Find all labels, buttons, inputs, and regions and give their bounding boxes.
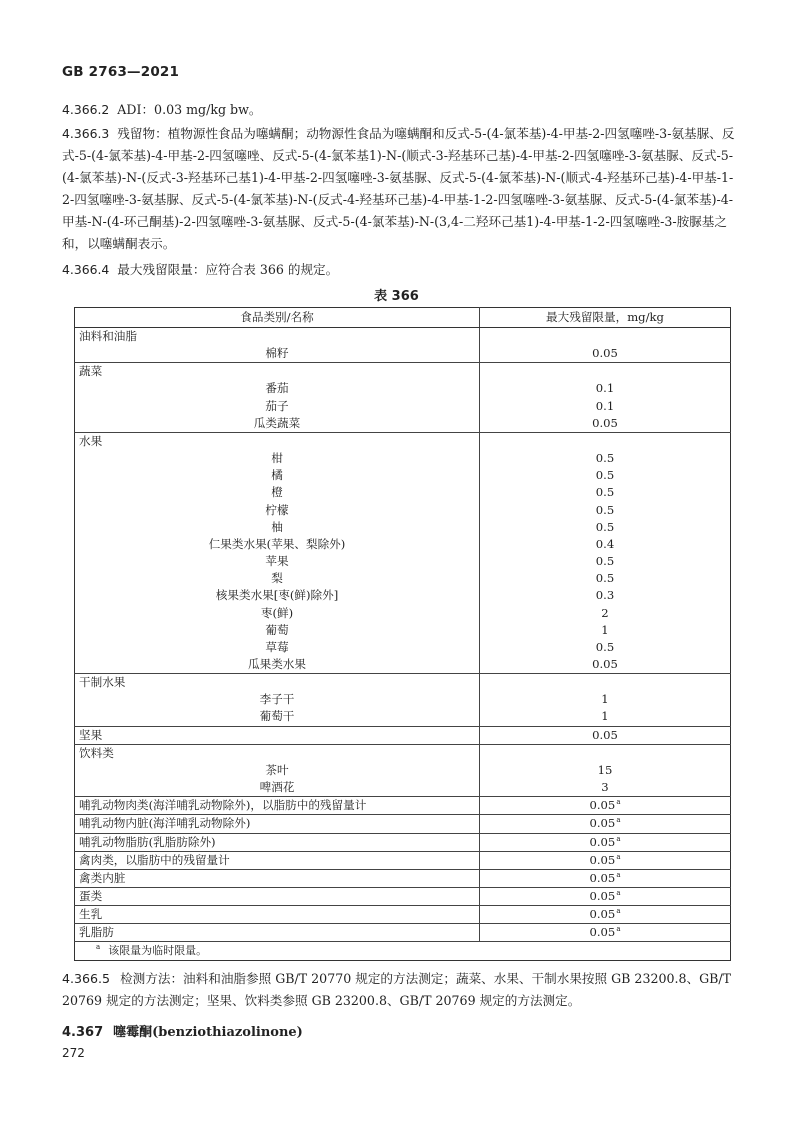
food-name: 柑 [271,451,283,466]
mrl-value: 0.5 [595,571,615,586]
table-row-category [75,744,731,762]
table-row [75,380,731,397]
category-label: 水果 [79,433,103,448]
table-row [75,553,731,570]
clause-number: 4.366.4 [62,262,110,277]
table-row [75,656,731,674]
next-section-heading [62,1021,303,1040]
table-row [75,639,731,656]
section-number: 4.367 [62,1025,104,1040]
clause-number: 4.366.3 [62,126,110,141]
temporary-limit-marker: a [616,816,621,825]
food-name: 瓜类蔬菜 [253,415,301,430]
table-row-category [75,328,731,346]
food-name: 苹果 [265,554,289,569]
mrl-value: 0.3 [595,588,615,603]
page-number: 272 [62,1046,85,1060]
mrl-value: 0.05 [589,834,616,849]
temporary-limit-marker: a [616,870,621,879]
mrl-value: 0.05 [592,415,618,430]
category-label: 干制水果 [79,675,126,690]
header-mrl: 最大残留限量，mg/kg [480,308,731,328]
food-name: 仁果类水果(苹果、梨除外) [208,536,346,551]
table-row [75,587,731,604]
food-name: 核果类水果[枣(鲜)除外] [215,588,339,603]
table-row-category [75,726,731,744]
table-row [75,691,731,708]
category-label: 哺乳动物内脏(海洋哺乳动物除外) [79,816,251,831]
mrl-value: 0.05 [592,346,618,361]
temporary-limit-marker: a [616,889,621,897]
food-name: 草莓 [265,639,289,654]
table-row [75,762,731,779]
temporary-limit-marker: a [616,834,621,843]
table-row [75,622,731,639]
mrl-value: 0.1 [595,398,615,413]
table-row-category [75,924,731,942]
table-row-category [75,797,731,815]
mrl-value: 0.05 [589,852,616,867]
mrl-value: 0.5 [595,451,615,466]
table-row-category [75,888,731,906]
paragraph-adi [62,99,738,121]
food-name: 梨 [271,571,283,586]
mrl-value: 0.5 [595,519,615,534]
category-label: 禽类内脏 [79,870,126,885]
section-title: 噻霉酮(benziothiazolinone) [113,1025,303,1040]
mrl-value: 1 [601,709,609,724]
table-row [75,536,731,553]
mrl-value: 0.05 [589,907,616,922]
mrl-value: 0.1 [595,381,615,396]
footnote-marker: a [96,943,101,952]
category-label: 哺乳动物脂肪(乳脂肪除外) [79,834,216,849]
table-row [75,605,731,622]
mrl-value: 0.5 [595,639,615,654]
clause-text: 最大残留限量：应符合表 366 的规定。 [117,262,339,277]
mrl-value: 2 [601,605,609,620]
category-label: 蛋类 [79,889,103,903]
clause-number: 4.366.5 [62,971,111,986]
paragraph-method [62,968,738,1012]
table-row [75,570,731,587]
category-label: 乳脂肪 [79,925,114,940]
food-name: 棉籽 [265,346,289,361]
category-label: 饮料类 [79,745,114,760]
table-row [75,467,731,484]
temporary-limit-marker: a [616,798,621,807]
paragraph-residue [62,123,738,255]
mrl-value: 0.4 [595,536,615,551]
clause-text: ADI：0.03 mg/kg bw。 [117,102,262,117]
clause-text: 残留物：植物源性食品为噻螨酮；动物源性食品为噻螨酮和反式-5-(4-氯苯基)-4-甲基-2-四氢噻唑-3-氨基脲、反式-5-(4-氯苯基)-4-甲基-2-四氢噻唑、反式-5-(4-氯苯基1)-N-(顺式-3-羟基环己基)-4-甲基-2-四氢噻唑-3-氨基脲、反式-5-(4-氯苯基)-N-(反式-3-羟基环己基1)-4-甲基-2-四氢噻唑-3-氨基脲、反式-5-(4-氯苯基)-N-(顺式-4-羟基环己基)-4-甲基-1-2-四氢噻唑-3-氨基脲、反式-5-(4-氯苯基)-N-(反式-4-羟基环己基)-4-甲基-1-2-四氢噻唑-3-氨基脲、反式-5-(4-氯苯基)-4-甲基-N-(4-环己酮基)-2-四氢噻唑-3-氨基脲、反式-5-(4-氯苯基)-N-(3,4-二羟环己基1)-4-甲基-1-2-四氢噻唑-3-胺脲基之和，以噻螨酮表示。 [62,126,735,251]
clause-text: 检测方法：油料和油脂参照 GB/T 20770 规定的方法测定；蔬菜、水果、干制水果按照 GB 23200.8、GB/T 20769 规定的方法测定；坚果、饮料类参照 GB 23200.8、GB/T 20769 规定的方法测定。 [62,971,732,1008]
temporary-limit-marker: a [616,907,621,916]
clause-number: 4.366.2 [62,102,110,117]
category-label: 哺乳动物肉类(海洋哺乳动物除外)，以脂肪中的残留量计 [79,798,367,813]
food-name: 橙 [271,485,283,500]
table-row-category [75,851,731,869]
food-name: 茄子 [265,398,289,413]
food-name: 瓜果类水果 [248,656,306,671]
mrl-value: 1 [601,622,609,637]
temporary-limit-marker: a [616,852,621,861]
food-name: 枣(鲜) [260,605,294,620]
category-label: 蔬菜 [79,364,103,379]
mrl-value: 0.5 [595,485,615,500]
food-name: 橘 [271,468,283,483]
table-caption: 表 366 [374,289,419,304]
table-row [75,779,731,797]
mrl-value: 0.5 [595,502,615,517]
table-row-category [75,432,731,450]
header-food: 食品类别/名称 [75,308,480,328]
table-row-category [75,833,731,851]
food-name: 柠檬 [265,502,289,517]
table-body [75,328,731,961]
mrl-value: 1 [601,692,609,707]
mrl-value: 0.5 [595,554,615,569]
mrl-value: 0.5 [595,468,615,483]
mrl-value: 0.05 [589,870,616,885]
table-footnote-row [75,942,731,960]
paragraph-mrl [62,259,738,281]
mrl-value: 3 [601,780,609,795]
temporary-limit-marker: a [616,925,621,934]
food-name: 葡萄干 [259,709,295,724]
food-name: 柚 [271,519,283,534]
table-row [75,398,731,415]
table-row [75,345,731,363]
food-name: 番茄 [265,381,289,396]
document-header: GB 2763—2021 [62,64,180,80]
table-row-category [75,906,731,924]
mrl-table [74,307,731,961]
mrl-value: 0.05 [589,889,616,903]
mrl-value: 0.05 [592,727,618,742]
table-header-row [75,308,731,328]
food-name: 李子干 [259,692,295,707]
category-label: 油料和油脂 [79,329,137,343]
food-name: 葡萄 [265,622,289,637]
table-row [75,484,731,501]
table-row [75,450,731,467]
table-row [75,708,731,726]
category-label: 生乳 [79,907,103,922]
table-row [75,519,731,536]
table-row-category [75,363,731,381]
food-name: 啤酒花 [259,780,295,795]
table-row-category [75,674,731,692]
mrl-value: 0.05 [592,656,618,671]
mrl-value: 0.05 [589,925,616,940]
table-row [75,415,731,433]
mrl-value: 15 [597,762,613,777]
footnote-text: 该限量为临时限量。 [108,944,208,958]
table-row-category [75,815,731,833]
table-row-category [75,869,731,887]
table-row [75,502,731,519]
mrl-value: 0.05 [589,816,616,831]
category-label: 禽肉类，以脂肪中的残留量计 [79,852,230,867]
food-name: 茶叶 [265,762,289,777]
category-label: 坚果 [79,727,103,742]
mrl-value: 0.05 [589,798,616,813]
